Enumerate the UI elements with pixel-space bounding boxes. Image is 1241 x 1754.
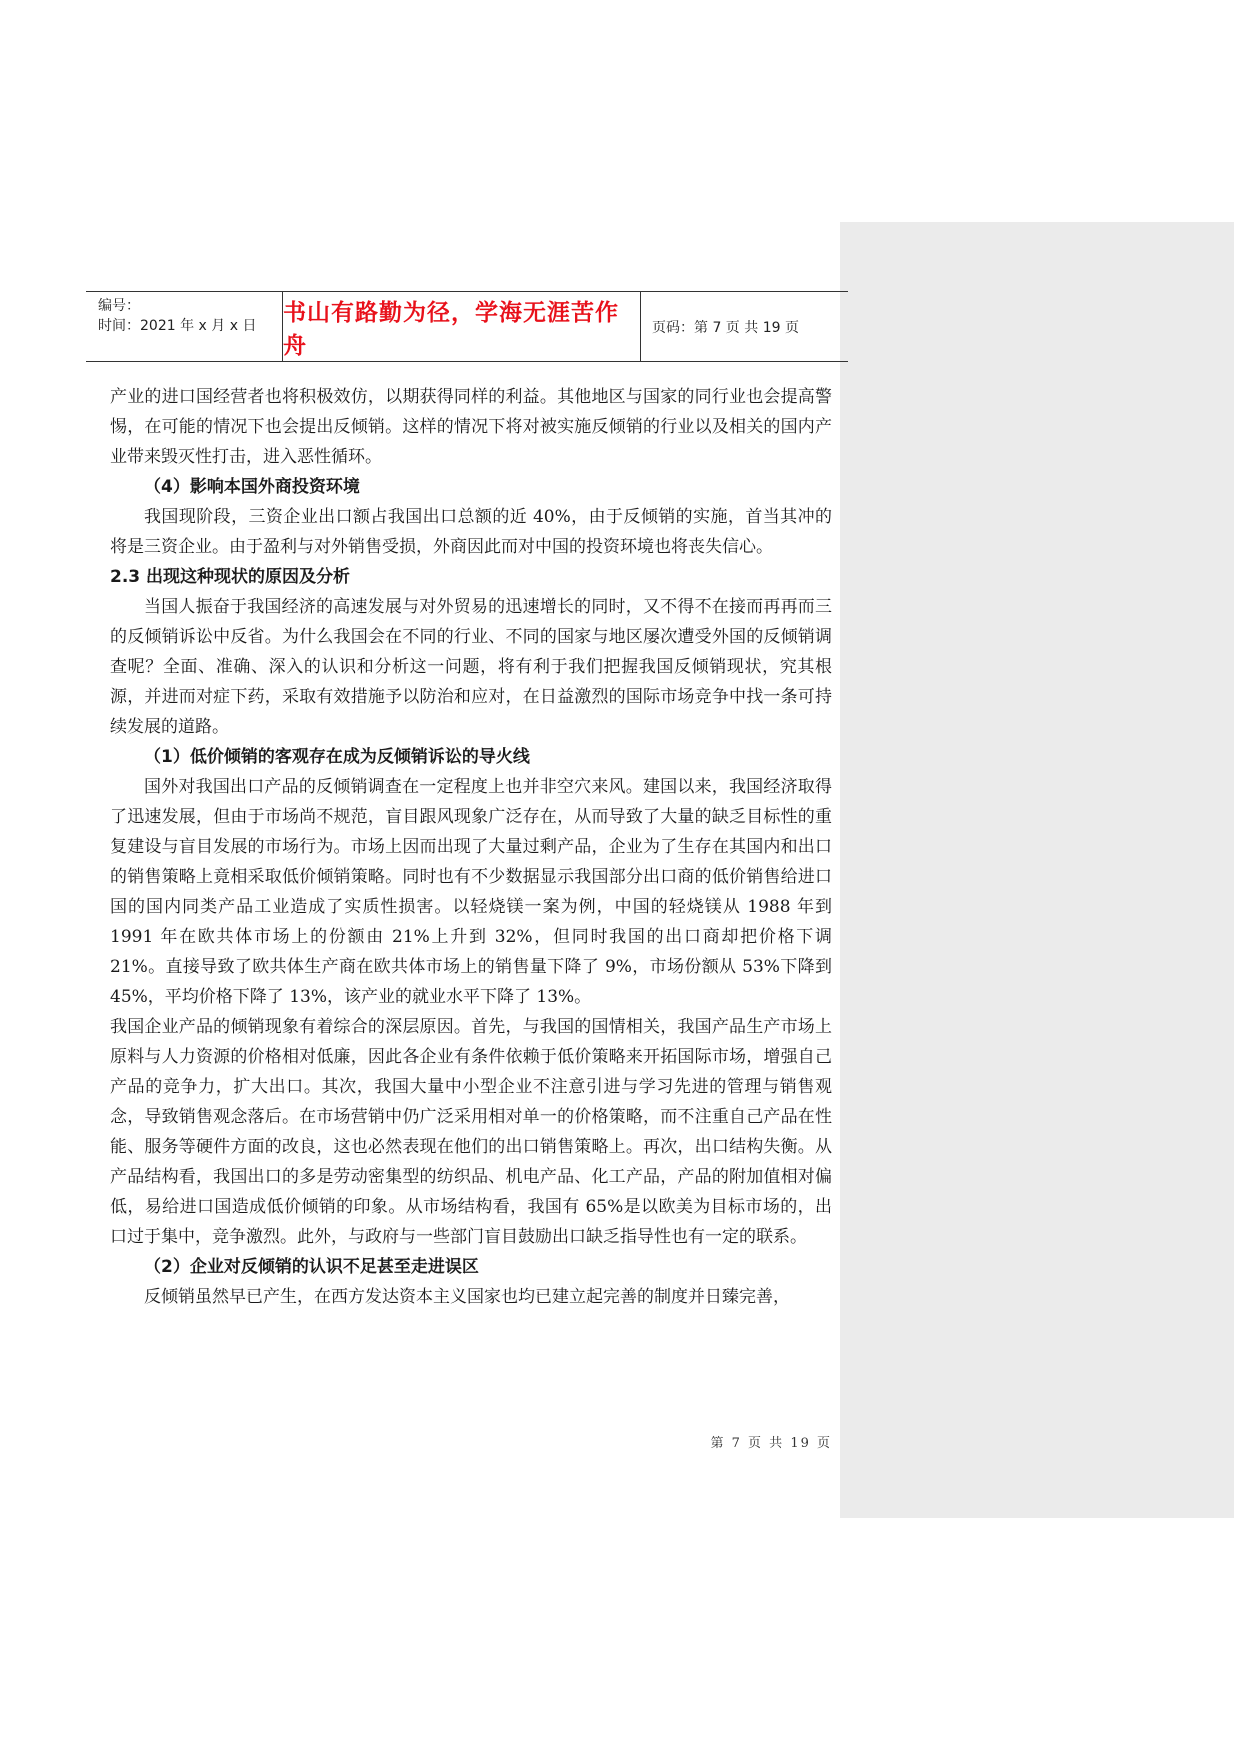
paragraph: 我国企业产品的倾销现象有着综合的深层原因。首先，与我国的国情相关，我国产品生产市场上原料与人力资源的价格相对低廉，因此各企业有条件依赖于低价策略来开拓国际市场，增强自己产品的竞争力，扩大出口。其次，我国大量中小型企业不注意引进与学习先进的管理与销售观念，导致销售观念落后。在市场营销中仍广泛采用相对单一的价格策略，而不注重自己产品在性能、服务等硬件方面的改良，这也必然表现在他们的出口销售策略上。再次，出口结构失衡。从产品结构看，我国出口的多是劳动密集型的纺织品、机电产品、化工产品，产品的附加值相对偏低，易给进口国造成低价倾销的印象。从市场结构看，我国有 65%是以欧美为目标市场的，出口过于集中，竞争激烈。此外，与政府与一些部门盲目鼓励出口缺乏指导性也有一定的联系。 xyxy=(110,1017,832,1247)
time-label: 时间：2021 年 x 月 x 日 xyxy=(98,318,257,334)
header-motto: 书山有路勤为径，学海无涯苦作舟 xyxy=(282,292,641,361)
document-body xyxy=(110,382,832,1312)
subheading: （1）低价倾销的客观存在成为反倾销诉讼的导火线 xyxy=(144,747,530,767)
paragraph: 国外对我国出口产品的反倾销调查在一定程度上也并非空穴来风。建国以来，我国经济取得了迅速发展，但由于市场尚不规范，盲目跟风现象广泛存在，从而导致了大量的缺乏目标性的重复建设与盲目发展的市场行为。市场上因而出现了大量过剩产品，企业为了生存在其国内和出口的销售策略上竟相采取低价倾销策略。同时也有不少数据显示我国部分出口商的低价销售给进口国的国内同类产品工业造成了实质性损害。以轻烧镁一案为例，中国的轻烧镁从 1988 年到 1991 年在欧共体市场上的份额由 21%上升到 32%，但同时我国的出口商却把价格下调 21%。直接导致了欧共体生产商在欧共体市场上的销售量下降了 9%，市场份额从 53%下降到 45%，平均价格下降了 13%，该产业的就业水平下降了 13%。 xyxy=(110,777,832,1007)
paragraph: 当国人振奋于我国经济的高速发展与对外贸易的迅速增长的同时，又不得不在接而再再而三的反倾销诉讼中反省。为什么我国会在不同的行业、不同的国家与地区屡次遭受外国的反倾销调查呢？全面、准确、深入的认识和分析这一问题，将有利于我们把握我国反倾销现状，究其根源，并进而对症下药，采取有效措施予以防治和应对，在日益激烈的国际市场竞争中找一条可持续发展的道路。 xyxy=(110,597,832,737)
header-meta xyxy=(86,292,282,361)
paragraph: 我国现阶段，三资企业出口额占我国出口总额的近 40%，由于反倾销的实施，首当其冲的将是三资企业。由于盈利与对外销售受损，外商因此而对中国的投资环境也将丧失信心。 xyxy=(110,507,832,557)
header-page-info: 页码：第 7 页 共 19 页 xyxy=(652,319,799,336)
serial-label: 编号： xyxy=(98,298,140,314)
subheading: （2）企业对反倾销的认识不足甚至走进误区 xyxy=(144,1257,479,1277)
section-title: 2.3 出现这种现状的原因及分析 xyxy=(110,567,351,587)
paragraph: 产业的进口国经营者也将积极效仿，以期获得同样的利益。其他地区与国家的同行业也会提高警惕，在可能的情况下也会提出反倾销。这样的情况下将对被实施反倾销的行业以及相关的国内产业带来毁灭性打击，进入恶性循环。 xyxy=(110,387,832,467)
paragraph: 反倾销虽然早已产生，在西方发达资本主义国家也均已建立起完善的制度并日臻完善， xyxy=(144,1287,790,1307)
page-footer: 第 7 页 共 19 页 xyxy=(710,1436,832,1451)
subheading: （4）影响本国外商投资环境 xyxy=(144,477,360,497)
page-header xyxy=(86,291,848,362)
comment-pane xyxy=(840,222,1234,1518)
